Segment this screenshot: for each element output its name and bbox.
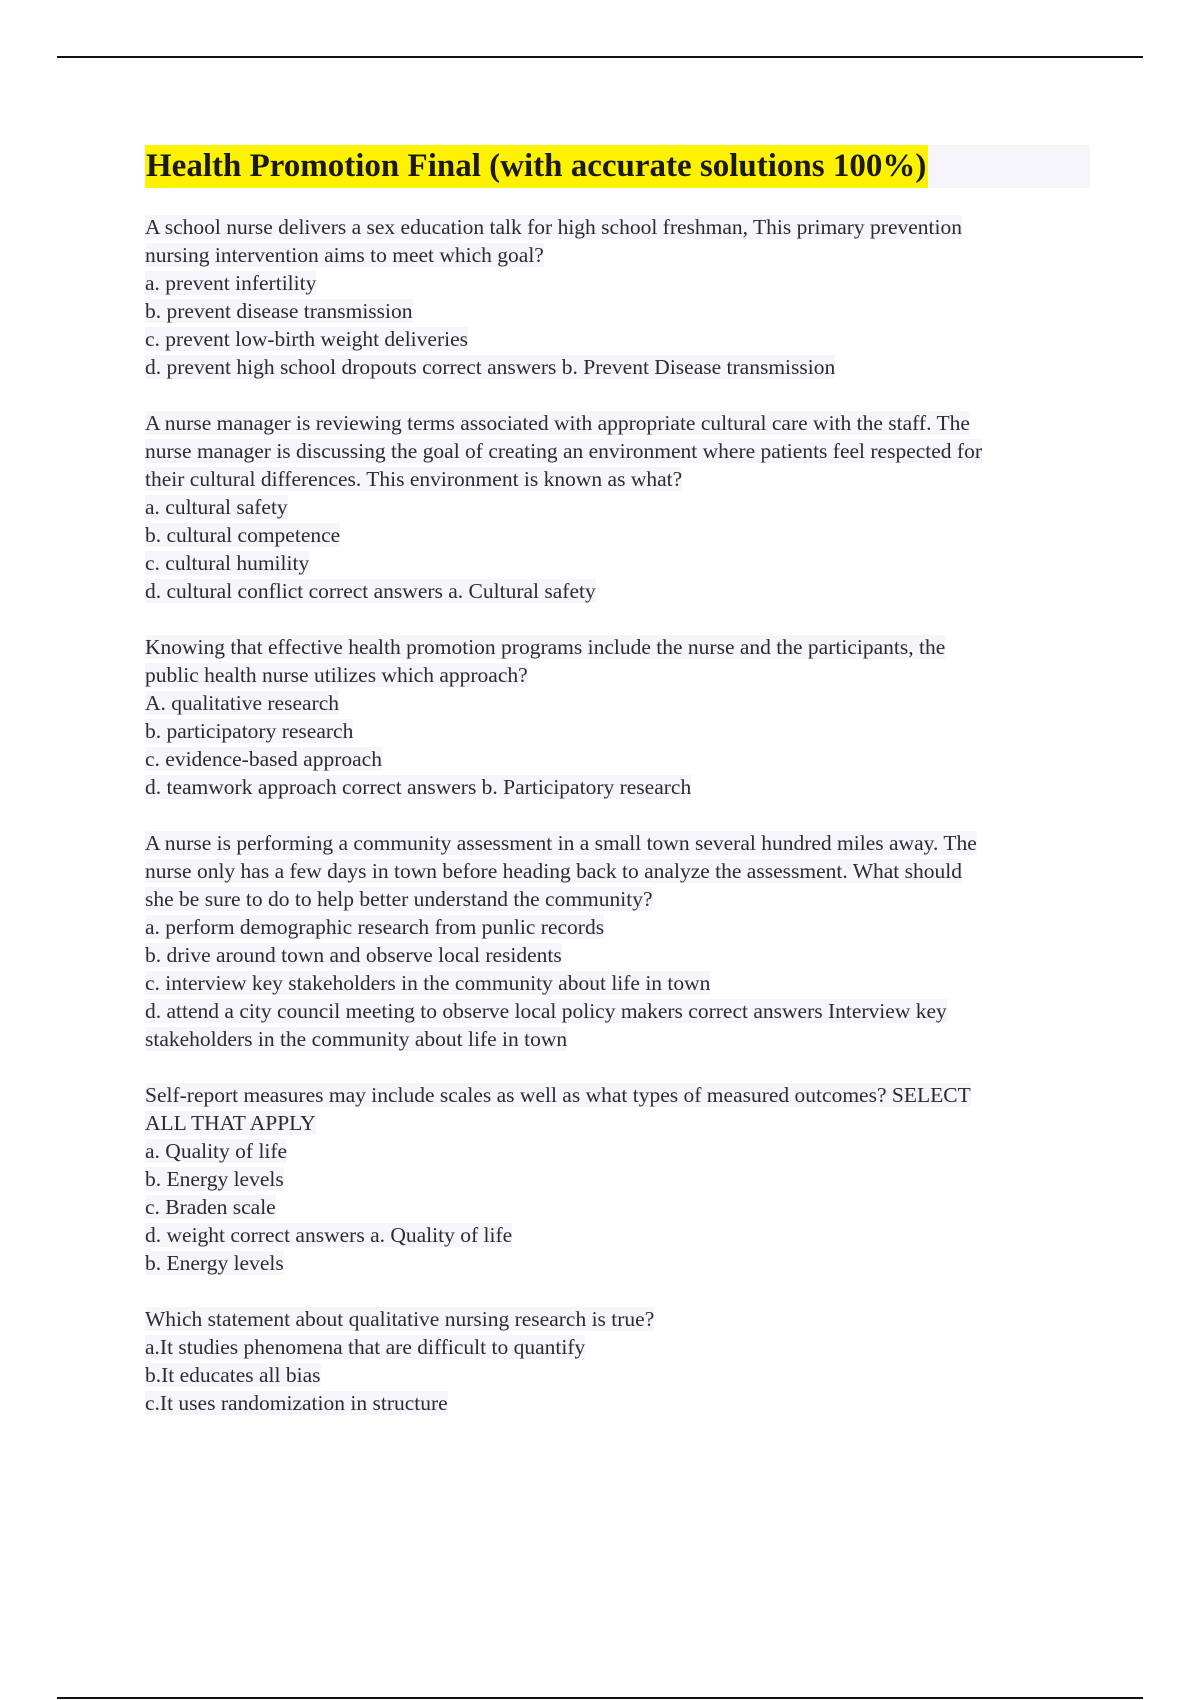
question-2-option-b: b. cultural competence <box>145 523 341 547</box>
question-6 <box>145 1305 1090 1417</box>
question-4 <box>145 829 1090 1053</box>
question-4-line-3: she be sure to do to help better understand the community? <box>145 887 653 911</box>
question-4-answer-continued: stakeholders in the community about life in town <box>145 1027 568 1051</box>
question-3 <box>145 633 1090 801</box>
document-title: Health Promotion Final (with accurate solutions 100%) <box>145 145 928 188</box>
question-5-option-b: b. Energy levels <box>145 1167 284 1191</box>
question-5-option-d-answer: d. weight correct answers a. Quality of life <box>145 1223 513 1247</box>
question-3-option-b: b. participatory research <box>145 719 354 743</box>
question-4-option-d-answer: d. attend a city council meeting to observe local policy makers correct answers Interview key <box>145 999 947 1023</box>
question-2 <box>145 409 1090 605</box>
question-5-option-a: a. Quality of life <box>145 1139 288 1163</box>
question-2-option-a: a. cultural safety <box>145 495 288 519</box>
question-1 <box>145 213 1090 381</box>
question-2-line-1: A nurse manager is reviewing terms associated with appropriate cultural care with the staff. The <box>145 411 970 435</box>
question-5-option-c: c. Braden scale <box>145 1195 276 1219</box>
question-6-option-b: b.It educates all bias <box>145 1363 321 1387</box>
question-2-line-2: nurse manager is discussing the goal of creating an environment where patients feel respected for <box>145 439 982 463</box>
question-1-line-1: A school nurse delivers a sex education talk for high school freshman, This primary prevention <box>145 215 962 239</box>
question-list <box>145 213 1090 1445</box>
question-6-line-1: Which statement about qualitative nursing research is true? <box>145 1307 655 1331</box>
question-3-option-c: c. evidence-based approach <box>145 747 382 771</box>
question-3-line-1: Knowing that effective health promotion programs include the nurse and the participants, the <box>145 635 946 659</box>
question-1-option-b: b. prevent disease transmission <box>145 299 413 323</box>
question-1-option-c: c. prevent low-birth weight deliveries <box>145 327 468 351</box>
question-1-option-a: a. prevent infertility <box>145 271 317 295</box>
question-6-option-c: c.It uses randomization in structure <box>145 1391 448 1415</box>
question-2-line-3: their cultural differences. This environment is known as what? <box>145 467 683 491</box>
question-1-option-d-answer: d. prevent high school dropouts correct answers b. Prevent Disease transmission <box>145 355 836 379</box>
question-2-option-c: c. cultural humility <box>145 551 310 575</box>
question-6-option-a: a.It studies phenomena that are difficult to quantify <box>145 1335 586 1359</box>
question-1-line-2: nursing intervention aims to meet which goal? <box>145 243 544 267</box>
question-5 <box>145 1081 1090 1277</box>
question-4-line-2: nurse only has a few days in town before heading back to analyze the assessment. What should <box>145 859 962 883</box>
question-5-line-1: Self-report measures may include scales as well as what types of measured outcomes? SELECT <box>145 1083 971 1107</box>
question-5-line-2: ALL THAT APPLY <box>145 1111 316 1135</box>
question-5-answer-continued: b. Energy levels <box>145 1251 284 1275</box>
question-3-option-a: A. qualitative research <box>145 691 340 715</box>
question-3-line-2: public health nurse utilizes which approach? <box>145 663 528 687</box>
question-4-line-1: A nurse is performing a community assessment in a small town several hundred miles away. The <box>145 831 977 855</box>
top-rule <box>57 56 1143 58</box>
question-4-option-c: c. interview key stakeholders in the community about life in town <box>145 971 711 995</box>
bottom-rule <box>57 1697 1143 1699</box>
question-2-option-d-answer: d. cultural conflict correct answers a. Cultural safety <box>145 579 596 603</box>
question-3-option-d-answer: d. teamwork approach correct answers b. Participatory research <box>145 775 692 799</box>
question-4-option-a: a. perform demographic research from punlic records <box>145 915 605 939</box>
question-4-option-b: b. drive around town and observe local residents <box>145 943 562 967</box>
